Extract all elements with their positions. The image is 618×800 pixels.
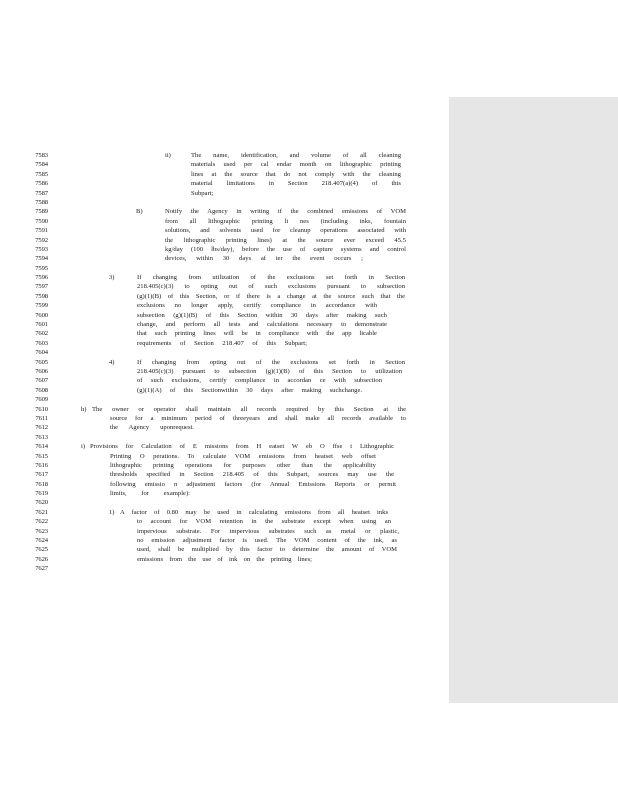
text-line xyxy=(0,386,449,395)
text-line xyxy=(0,273,449,282)
blank-line xyxy=(0,198,449,207)
line-text: requirements of Section 218.407 of this Subpart; xyxy=(137,339,307,347)
text-line xyxy=(0,301,449,310)
text-line xyxy=(0,545,449,554)
line-number: 7604 xyxy=(35,349,48,357)
line-text: from all lithographic printing li nes (including inks, fountain xyxy=(165,217,407,225)
line-number: 7618 xyxy=(35,480,48,488)
line-text: 218.405(c)(3) to opting out of such exclusions pursuant to subsection xyxy=(137,283,405,291)
text-line xyxy=(0,207,449,216)
text-line xyxy=(0,189,449,198)
line-number: 7591 xyxy=(35,227,48,235)
line-text: Notify the Agency in writing if the combined emissions of VOM xyxy=(165,208,407,216)
line-number: 7592 xyxy=(35,236,48,244)
line-number: 7597 xyxy=(35,283,48,291)
line-text: material limitations in Section 218.407(a)(4) of this xyxy=(191,180,401,188)
line-text: kg/day (100 lbs/day), before the use of capture systems and control xyxy=(165,245,406,253)
line-number: 7615 xyxy=(35,452,48,460)
blank-line xyxy=(0,264,449,273)
line-number: 7609 xyxy=(35,396,48,404)
line-number: 7599 xyxy=(35,302,48,310)
text-line xyxy=(0,236,449,245)
line-text: If changing from utilization of the exclusions set forth in Section xyxy=(137,274,406,282)
line-number: 7590 xyxy=(35,217,48,225)
blank-line xyxy=(0,433,449,442)
line-text: A factor of 0.80 may be used in calculating emissions from all heatset inks xyxy=(120,508,389,516)
line-text: thresholds specified in Section 218.405 of this Subpart, sources may use the xyxy=(110,471,395,479)
blank-line xyxy=(0,348,449,357)
line-text: 218.405(c)(3) pursuant to subsection (g)(1)(B) of this Section to utilization xyxy=(137,367,403,375)
line-number: 7611 xyxy=(35,414,48,422)
line-text: the lithographic printing lines) at the source ever exceed 45.5 xyxy=(165,236,406,244)
line-number: 7594 xyxy=(35,255,48,263)
enumeration-label: ii) xyxy=(165,152,171,159)
line-text: devices, within 30 days af ter the event occurs ; xyxy=(165,255,363,263)
line-number: 7598 xyxy=(35,292,48,300)
line-text: (g)(1)(A) of this Sectionwithin 30 days after making suchchange. xyxy=(137,386,363,394)
line-text: If changing from opting out of the exclusions set forth in Section xyxy=(137,358,406,366)
line-number: 7595 xyxy=(35,264,48,272)
line-text: Printing O perations. To calculate VOM emissions from heatset web offset xyxy=(110,452,376,460)
line-text: lithographic printing operations for purposes other than the applicability xyxy=(110,461,376,469)
text-line xyxy=(0,536,449,545)
enumeration-label: h) xyxy=(81,405,87,413)
text-line xyxy=(0,217,449,226)
enumeration-label: 1) xyxy=(109,508,115,516)
text-line xyxy=(0,282,449,291)
line-text: Subpart; xyxy=(191,189,214,197)
text-line xyxy=(0,414,449,423)
comment-margin-panel xyxy=(449,97,618,703)
text-line xyxy=(0,489,449,498)
line-text: lines at the source that do not comply with the cleaning xyxy=(191,170,401,178)
line-text: following emissio n adjustment factors (for Annual Emissions Reports or permit xyxy=(110,480,397,488)
line-number: 7588 xyxy=(35,198,48,206)
text-line xyxy=(0,423,449,432)
line-number: 7621 xyxy=(35,508,48,516)
line-text: of such exclusions, certify compliance in accordan ce with subsection xyxy=(137,377,383,385)
text-line xyxy=(0,311,449,320)
text-line xyxy=(0,470,449,479)
line-number: 7620 xyxy=(35,499,48,507)
line-number: 7622 xyxy=(35,518,48,526)
line-number: 7613 xyxy=(35,433,48,441)
line-number: 7584 xyxy=(35,161,48,169)
line-text: to account for VOM retention in the substrate except when using an xyxy=(137,518,392,526)
text-line xyxy=(0,179,449,188)
text-line xyxy=(0,527,449,536)
text-line xyxy=(0,517,449,526)
line-text: materials used per cal endar month on lithographic printing xyxy=(191,161,401,169)
blank-line xyxy=(0,395,449,404)
line-text: solutions, and solvents used for cleanup operations associated with xyxy=(165,227,406,235)
text-line xyxy=(0,151,449,160)
text-line xyxy=(0,226,449,235)
text-line xyxy=(0,376,449,385)
line-text: limits, for example): xyxy=(110,490,190,498)
line-text: subsection (g)(1)(B) of this Section within 30 days after making such xyxy=(137,311,387,319)
line-number: 7624 xyxy=(35,537,48,545)
line-text: the Agency uponrequest. xyxy=(110,424,194,432)
line-number: 7583 xyxy=(35,152,48,159)
enumeration-label: B) xyxy=(136,208,143,216)
line-number: 7585 xyxy=(35,170,48,178)
line-number: 7605 xyxy=(35,358,48,366)
enumeration-label: i) xyxy=(81,443,86,451)
text-line xyxy=(0,480,449,489)
line-text: source for a minimum period of threeyears and shall make all records available to xyxy=(110,414,406,422)
text-line xyxy=(0,254,449,263)
line-number: 7596 xyxy=(35,274,48,282)
line-number: 7603 xyxy=(35,339,48,347)
text-line xyxy=(0,292,449,301)
text-line xyxy=(0,339,449,348)
line-text: that such printing lines will be in compliance with the app licable xyxy=(137,330,377,338)
line-text: no emission adjustment factor is used. The VOM content of the ink, as xyxy=(137,537,397,545)
text-line xyxy=(0,508,449,517)
line-text: (g)(1)(B) of this Section, or if there is a change at the source such that the xyxy=(137,292,406,300)
line-number: 7610 xyxy=(35,405,48,413)
blank-line xyxy=(0,564,449,573)
text-line xyxy=(0,405,449,414)
line-number: 7623 xyxy=(35,527,48,535)
text-line xyxy=(0,461,449,470)
line-number: 7589 xyxy=(35,208,48,216)
line-number: 7614 xyxy=(35,443,48,451)
text-line xyxy=(0,452,449,461)
text-line xyxy=(0,170,449,179)
line-number: 7617 xyxy=(35,471,48,479)
line-number: 7616 xyxy=(35,461,48,469)
line-text: exclusions no longer apply, certify compliance in accordance with xyxy=(137,302,378,310)
text-line xyxy=(0,245,449,254)
line-number: 7626 xyxy=(35,555,48,563)
line-number: 7602 xyxy=(35,330,48,338)
enumeration-label: 4) xyxy=(109,358,115,366)
document-body xyxy=(0,151,449,574)
text-line xyxy=(0,160,449,169)
text-line xyxy=(0,442,449,451)
line-number: 7586 xyxy=(35,180,48,188)
enumeration-label: 3) xyxy=(109,274,115,282)
text-line xyxy=(0,320,449,329)
text-line xyxy=(0,555,449,564)
line-number: 7601 xyxy=(35,321,48,329)
line-number: 7627 xyxy=(35,565,48,573)
line-number: 7608 xyxy=(35,386,48,394)
line-text: The name, identification, and volume of all cleaning xyxy=(191,152,401,159)
text-line xyxy=(0,358,449,367)
line-text: emissions from the use of ink on the printing lines; xyxy=(137,555,313,563)
line-number: 7625 xyxy=(35,546,48,554)
text-line xyxy=(0,367,449,376)
line-text: Provisions for Calculation of E missions from H eatset W eb O ffse t Lithographic xyxy=(90,443,395,451)
line-number: 7587 xyxy=(35,189,48,197)
line-number: 7600 xyxy=(35,311,48,319)
text-line xyxy=(0,329,449,338)
line-text: used, shall be multiplied by this factor to determine the amount of VOM xyxy=(137,546,397,554)
line-number: 7612 xyxy=(35,424,48,432)
line-text: The owner or operator shall maintain all records required by this Section at the xyxy=(92,405,407,413)
line-text: change, and perform all tests and calculations necessary to demonstrate xyxy=(137,321,387,329)
line-text: impervious substrate. For impervious substrates such as metal or plastic, xyxy=(137,527,400,535)
blank-line xyxy=(0,498,449,507)
line-number: 7593 xyxy=(35,245,48,253)
line-number: 7619 xyxy=(35,490,48,498)
line-number: 7607 xyxy=(35,377,48,385)
line-number: 7606 xyxy=(35,367,48,375)
